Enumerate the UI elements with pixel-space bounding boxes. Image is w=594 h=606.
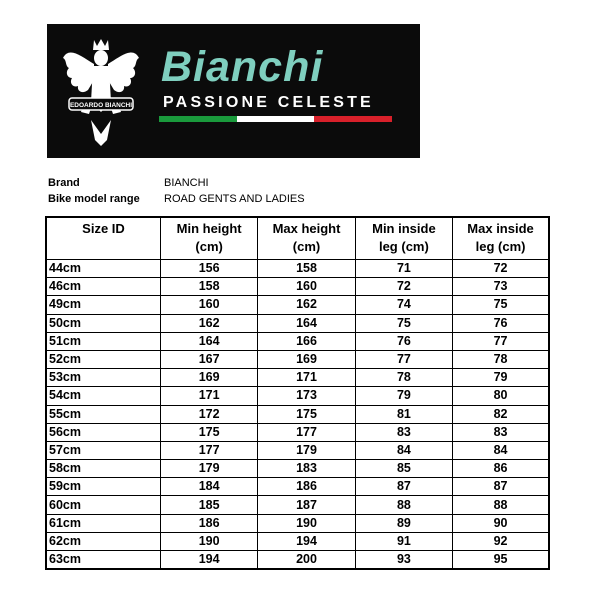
cell-max-inside-leg: 80 — [453, 387, 549, 405]
cell-min-inside-leg: 81 — [355, 405, 452, 423]
cell-min-height: 156 — [160, 260, 257, 278]
cell-min-inside-leg: 76 — [355, 332, 452, 350]
header-max-inside-leg: Max inside leg (cm) — [453, 217, 549, 260]
cell-size-id: 58cm — [46, 460, 160, 478]
cell-size-id: 49cm — [46, 296, 160, 314]
cell-size-id: 56cm — [46, 423, 160, 441]
cell-size-id: 62cm — [46, 532, 160, 550]
cell-min-height: 172 — [160, 405, 257, 423]
cell-size-id: 59cm — [46, 478, 160, 496]
cell-max-height: 162 — [258, 296, 355, 314]
cell-min-height: 177 — [160, 441, 257, 459]
cell-max-height: 158 — [258, 260, 355, 278]
cell-size-id: 50cm — [46, 314, 160, 332]
cell-max-inside-leg: 79 — [453, 369, 549, 387]
eagle-emblem-icon — [61, 36, 141, 148]
cell-min-height: 158 — [160, 278, 257, 296]
cell-max-inside-leg: 77 — [453, 332, 549, 350]
meta-row-brand — [48, 175, 305, 191]
cell-min-height: 194 — [160, 551, 257, 570]
header-min-height: Min height (cm) — [160, 217, 257, 260]
cell-max-height: 200 — [258, 551, 355, 570]
cell-min-inside-leg: 89 — [355, 514, 452, 532]
brand-tagline: PASSIONE CELESTE — [163, 94, 374, 111]
cell-max-height: 183 — [258, 460, 355, 478]
table-header-row — [46, 217, 549, 260]
cell-max-inside-leg: 82 — [453, 405, 549, 423]
cell-max-height: 186 — [258, 478, 355, 496]
cell-max-inside-leg: 87 — [453, 478, 549, 496]
table-row — [46, 405, 549, 423]
cell-max-inside-leg: 76 — [453, 314, 549, 332]
cell-max-height: 175 — [258, 405, 355, 423]
cell-min-inside-leg: 77 — [355, 350, 452, 368]
table-row — [46, 296, 549, 314]
cell-min-inside-leg: 79 — [355, 387, 452, 405]
cell-size-id: 46cm — [46, 278, 160, 296]
table-row — [46, 314, 549, 332]
cell-max-inside-leg: 86 — [453, 460, 549, 478]
table-row — [46, 332, 549, 350]
header-min-inside-leg: Min inside leg (cm) — [355, 217, 452, 260]
cell-min-height: 171 — [160, 387, 257, 405]
table-row — [46, 441, 549, 459]
cell-size-id: 44cm — [46, 260, 160, 278]
cell-min-inside-leg: 83 — [355, 423, 452, 441]
cell-max-height: 171 — [258, 369, 355, 387]
table-body — [46, 260, 549, 570]
table-row — [46, 260, 549, 278]
cell-size-id: 54cm — [46, 387, 160, 405]
cell-max-height: 194 — [258, 532, 355, 550]
cell-max-inside-leg: 95 — [453, 551, 549, 570]
table-row — [46, 350, 549, 368]
product-meta — [48, 175, 305, 207]
header-max-height: Max height (cm) — [258, 217, 355, 260]
cell-min-height: 169 — [160, 369, 257, 387]
cell-size-id: 57cm — [46, 441, 160, 459]
cell-max-height: 187 — [258, 496, 355, 514]
cell-max-height: 164 — [258, 314, 355, 332]
cell-size-id: 61cm — [46, 514, 160, 532]
bianchi-logo-banner — [47, 24, 420, 158]
cell-max-height: 173 — [258, 387, 355, 405]
flag-white — [237, 116, 315, 122]
cell-max-inside-leg: 78 — [453, 350, 549, 368]
cell-min-height: 185 — [160, 496, 257, 514]
cell-min-height: 160 — [160, 296, 257, 314]
cell-size-id: 51cm — [46, 332, 160, 350]
cell-max-inside-leg: 92 — [453, 532, 549, 550]
cell-min-height: 184 — [160, 478, 257, 496]
cell-max-inside-leg: 72 — [453, 260, 549, 278]
cell-max-inside-leg: 84 — [453, 441, 549, 459]
cell-max-height: 177 — [258, 423, 355, 441]
cell-min-inside-leg: 72 — [355, 278, 452, 296]
bianchi-wordmark: Bianchi — [161, 43, 324, 91]
meta-value: ROAD GENTS AND LADIES — [164, 193, 305, 205]
cell-min-height: 190 — [160, 532, 257, 550]
table-row — [46, 460, 549, 478]
size-chart-table — [45, 216, 550, 570]
emblem-ribbon-text: EDOARDO BIANCHI — [69, 102, 133, 109]
table-row — [46, 514, 549, 532]
cell-min-height: 164 — [160, 332, 257, 350]
cell-min-inside-leg: 91 — [355, 532, 452, 550]
cell-max-height: 166 — [258, 332, 355, 350]
table-row — [46, 278, 549, 296]
cell-max-height: 160 — [258, 278, 355, 296]
cell-min-height: 186 — [160, 514, 257, 532]
table-row — [46, 387, 549, 405]
cell-max-inside-leg: 88 — [453, 496, 549, 514]
meta-key: Bike model range — [48, 193, 140, 205]
cell-size-id: 63cm — [46, 551, 160, 570]
cell-max-inside-leg: 75 — [453, 296, 549, 314]
cell-max-height: 169 — [258, 350, 355, 368]
cell-min-height: 162 — [160, 314, 257, 332]
table-row — [46, 478, 549, 496]
flag-green — [159, 116, 237, 122]
cell-max-inside-leg: 83 — [453, 423, 549, 441]
cell-min-height: 167 — [160, 350, 257, 368]
meta-key: Brand — [48, 177, 80, 189]
table-row — [46, 423, 549, 441]
cell-min-inside-leg: 85 — [355, 460, 452, 478]
cell-min-inside-leg: 78 — [355, 369, 452, 387]
cell-size-id: 52cm — [46, 350, 160, 368]
cell-min-inside-leg: 84 — [355, 441, 452, 459]
cell-min-inside-leg: 88 — [355, 496, 452, 514]
table-row — [46, 369, 549, 387]
cell-max-height: 190 — [258, 514, 355, 532]
italian-flag-stripe — [159, 116, 392, 122]
cell-size-id: 55cm — [46, 405, 160, 423]
header-size-id: Size ID — [46, 217, 160, 260]
meta-row-model-range — [48, 191, 305, 207]
table-row — [46, 496, 549, 514]
cell-min-inside-leg: 71 — [355, 260, 452, 278]
cell-max-inside-leg: 73 — [453, 278, 549, 296]
cell-size-id: 60cm — [46, 496, 160, 514]
table-row — [46, 532, 549, 550]
cell-max-height: 179 — [258, 441, 355, 459]
cell-min-inside-leg: 74 — [355, 296, 452, 314]
cell-min-inside-leg: 87 — [355, 478, 452, 496]
cell-min-inside-leg: 93 — [355, 551, 452, 570]
cell-size-id: 53cm — [46, 369, 160, 387]
cell-max-inside-leg: 90 — [453, 514, 549, 532]
cell-min-height: 179 — [160, 460, 257, 478]
flag-red — [314, 116, 392, 122]
cell-min-height: 175 — [160, 423, 257, 441]
table-row — [46, 551, 549, 570]
cell-min-inside-leg: 75 — [355, 314, 452, 332]
meta-value: BIANCHI — [164, 177, 209, 189]
